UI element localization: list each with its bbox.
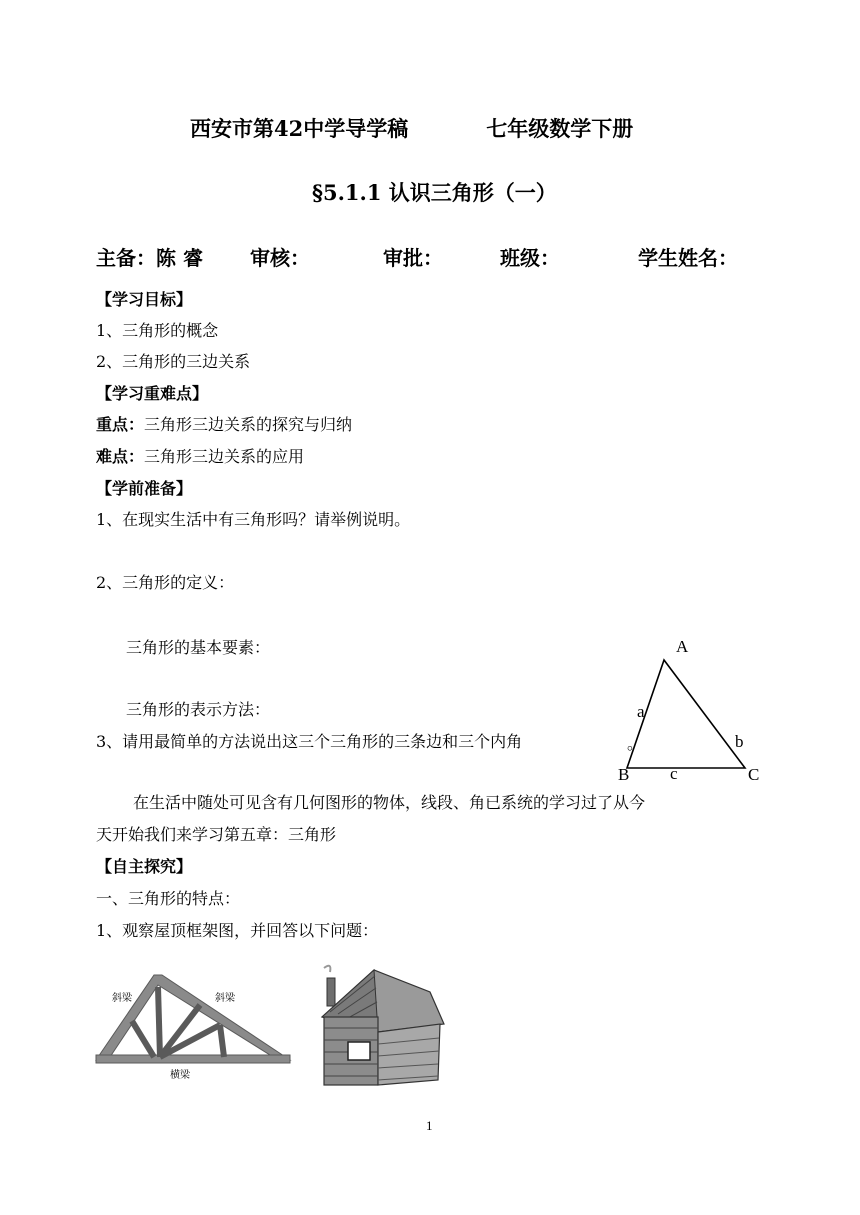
triangle-abc-diagram <box>610 630 775 790</box>
class-label: 班级： <box>500 246 560 270</box>
lesson-title: §5.1.1 认识三角形（一） <box>312 180 557 205</box>
prep-item-3: 3、请用最简单的方法说出这三个三角形的三条边和三个内角 <box>96 732 523 751</box>
side-c-label: c <box>670 764 678 783</box>
difficult-point <box>96 447 304 467</box>
document-title <box>190 113 633 143</box>
keypoints-heading: 【学习重难点】 <box>96 384 209 403</box>
explore-item-1: 一、三角形的特点： <box>96 889 241 908</box>
vertex-b-label: B <box>618 765 630 784</box>
page-number: 1 <box>426 1118 433 1133</box>
goal-item-2: 2、三角形的三边关系 <box>96 352 251 371</box>
roof-truss-figure <box>92 965 292 1083</box>
vertex-c-label: C <box>748 765 760 784</box>
student-name-label: 学生姓名： <box>638 246 738 270</box>
truss-frame <box>96 975 290 1063</box>
intro-line-1: 在生活中随处可见含有几何图形的物体，线段、角已系统的学习过了从今 <box>133 793 646 812</box>
prep-item-1: 1、在现实生活中有三角形吗？请举例说明。 <box>96 510 411 529</box>
cabin-drawing <box>322 966 444 1085</box>
goals-heading: 【学习目标】 <box>96 290 193 309</box>
difficult-label: 难点： <box>96 447 145 466</box>
prep-item-2b: 三角形的表示方法： <box>126 700 271 719</box>
meta-row <box>96 242 738 271</box>
bottom-beam-label: 横梁 <box>170 1070 190 1081</box>
approver-label: 审批： <box>383 246 443 270</box>
school-title: 西安市第42中学导学稿 <box>190 116 409 141</box>
explore-heading: 【自主探究】 <box>96 857 193 876</box>
triangle-shape <box>627 660 745 768</box>
grade-title: 七年级数学下册 <box>486 116 634 141</box>
right-beam-label: 斜梁 <box>215 993 235 1004</box>
prep-item-2: 2、三角形的定义： <box>96 573 235 592</box>
prep-item-3-end: 。 <box>627 734 644 753</box>
prep-heading: 【学前准备】 <box>96 479 193 498</box>
reviewer-label: 审核： <box>250 246 310 270</box>
author-label: 主备：陈 睿 <box>96 246 203 270</box>
key-text: 三角形三边关系的探究与归纳 <box>144 415 353 434</box>
prep-item-2a: 三角形的基本要素： <box>126 638 271 657</box>
key-label: 重点： <box>96 415 145 434</box>
log-cabin-figure <box>318 962 446 1094</box>
difficult-text: 三角形三边关系的应用 <box>144 447 305 466</box>
side-a-label: a <box>637 702 645 721</box>
intro-line-2: 天开始我们来学习第五章：三角形 <box>96 825 337 844</box>
left-beam-label: 斜梁 <box>112 993 132 1004</box>
goal-item-1: 1、三角形的概念 <box>96 321 219 340</box>
side-b-label: b <box>735 732 744 751</box>
explore-item-2: 1、观察屋顶框架图，并回答以下问题： <box>96 921 379 940</box>
key-point <box>96 415 352 435</box>
vertex-a-label: A <box>676 637 689 656</box>
